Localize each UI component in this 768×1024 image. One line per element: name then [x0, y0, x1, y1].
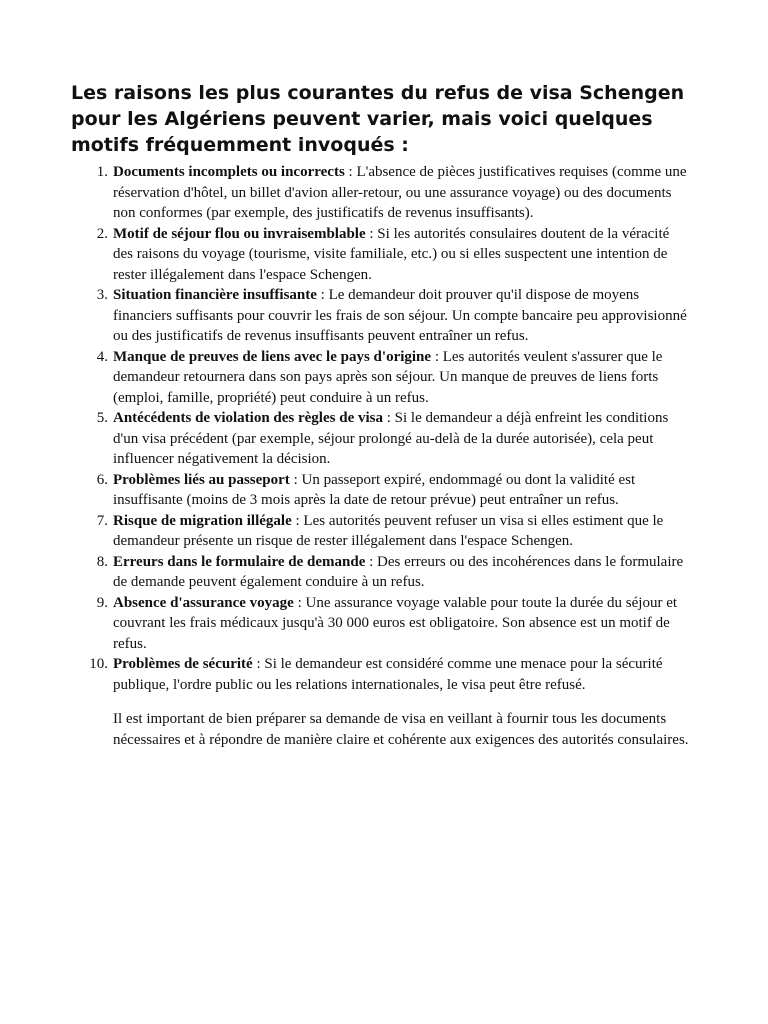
list-item-text: : Les autorités veulent s'assurer que le demandeur retournera dans son pays après son séjour. Un manque de preuves de liens forts (emploi, famille, propriété) peut conduire à un refus. [113, 348, 663, 406]
list-item-number: 2. [96, 225, 108, 242]
list-item-number: 3. [96, 287, 108, 303]
list-item-text: : Des erreurs ou des incohérences dans le formulaire de demande peuvent également conduire à un refus. [113, 553, 684, 590]
list-item [71, 654, 691, 695]
list-item [71, 470, 691, 511]
list-item-number: 9. [96, 594, 108, 611]
list-item-title: Problèmes liés au passeport [113, 471, 290, 488]
list-item-title: Documents incomplets ou incorrects [113, 164, 345, 180]
list-item [71, 593, 691, 655]
list-item [71, 162, 691, 224]
list-item-title: Situation financière insuffisante [113, 287, 317, 303]
list-item-title: Problèmes de sécurité [113, 656, 253, 672]
list-item-number: 7. [96, 512, 108, 529]
list-item-text: : Les autorités peuvent refuser un visa si elles estiment que le demandeur présente un risque de rester illégalement dans l'espace Schengen. [113, 512, 664, 549]
list-item-text: : Si les autorités consulaires doutent de la véracité des raisons du voyage (tourisme, visite familiale, etc.) ou si elles suspectent une intention de rester illégalement dans l'espace Schengen. [113, 225, 670, 283]
list-item-text: : Un passeport expiré, endommagé ou dont la validité est insuffisante (moins de 3 mois après la date de retour prévue) peut entraîner un refus. [113, 471, 636, 508]
list-item [71, 511, 691, 552]
list-item [71, 347, 691, 409]
list-item-text: : Une assurance voyage valable pour toute la durée du séjour et couvrant les frais médicaux jusqu'à 30 000 euros est obligatoire. Son absence est un motif de refus. [113, 594, 678, 652]
list-item-number: 6. [96, 471, 108, 488]
list-item [71, 552, 691, 593]
list-item-title: Antécédents de violation des règles de visa [113, 410, 383, 426]
conclusion-paragraph: Il est important de bien préparer sa demande de visa en veillant à fournir tous les documents nécessaires et à répondre de manière claire et cohérente aux exigences des autorités consulaires. [113, 711, 689, 748]
list-item-title: Risque de migration illégale [113, 512, 292, 529]
list-item-title: Manque de preuves de liens avec le pays d'origine [113, 348, 432, 365]
list-item [71, 224, 691, 286]
list-item [71, 285, 691, 347]
list-item-title: Erreurs dans le formulaire de demande [113, 553, 366, 570]
reasons-list [71, 162, 691, 695]
document-title: Les raisons les plus courantes du refus de visa Schengen pour les Algériens peuvent varier, mais voici quelques motifs fréquemment invoqués : [71, 82, 685, 156]
list-item [71, 408, 691, 470]
list-item-text: : Le demandeur doit prouver qu'il dispose de moyens financiers suffisants pour couvrir les frais de son séjour. Un compte bancaire peu approvisionné ou des justificatifs de revenus insuffisants peuvent entraîner un refus. [113, 287, 687, 344]
list-item-number: 4. [96, 348, 108, 365]
list-item-number: 10. [89, 656, 108, 672]
list-item-number: 1. [96, 164, 108, 180]
list-item-title: Motif de séjour flou ou invraisemblable [113, 225, 366, 242]
list-item-number: 8. [96, 553, 108, 570]
list-item-text: : Si le demandeur est considéré comme une menace pour la sécurité publique, l'ordre public ou les relations internationales, le visa peut être refusé. [113, 656, 663, 693]
document-body [71, 80, 691, 750]
list-item-title: Absence d'assurance voyage [113, 594, 294, 611]
list-item-number: 5. [96, 410, 108, 426]
list-item-text: : L'absence de pièces justificatives requises (comme une réservation d'hôtel, un billet d'avion aller-retour, ou une assurance voyage) ou des documents non conformes (par exemple, des justificatifs de revenus insuffisants). [113, 164, 687, 221]
list-item-text: : Si le demandeur a déjà enfreint les conditions d'un visa précédent (par exemple, séjour prolongé au-delà de la durée autorisée), cela peut influencer négativement la décision. [113, 410, 669, 467]
